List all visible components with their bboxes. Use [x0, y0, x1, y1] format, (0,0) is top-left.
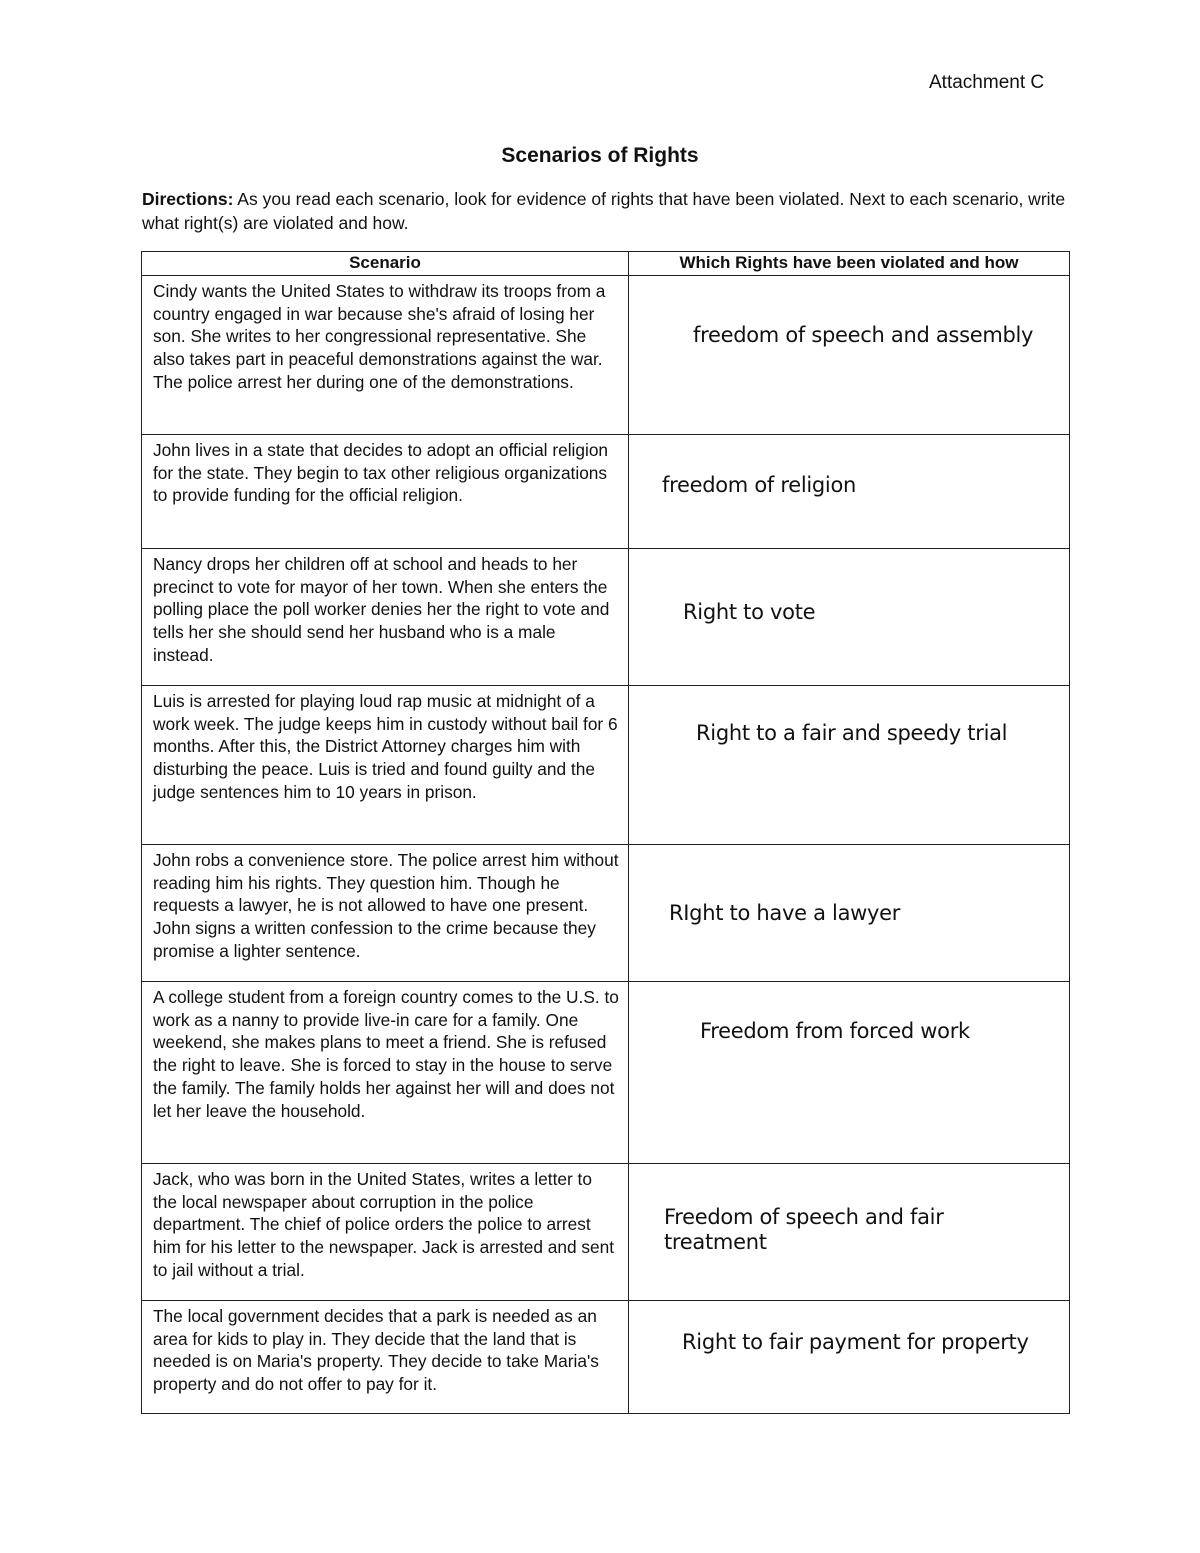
directions-label: Directions:: [142, 189, 234, 209]
answer-text: Right to a fair and speedy trial: [696, 721, 1008, 745]
directions-text: As you read each scenario, look for evidence of rights that have been violated. Next to each scenario, write what right(s) are violated and how.: [142, 189, 1066, 233]
table-row: [142, 549, 1070, 686]
rights-table: [141, 251, 1070, 1414]
scenario-text: Nancy drops her children off at school and heads to her precinct to vote for mayor of her town. When she enters the polling place the poll worker denies her the right to vote and tells her she should send her husband who is a male instead.: [153, 554, 610, 665]
table-row: [142, 686, 1070, 845]
answer-text: Freedom of speech and fair treatment: [664, 1205, 944, 1254]
table-row: [142, 1164, 1070, 1301]
scenario-text: John lives in a state that decides to adopt an official religion for the state. They begin to tax other religious organizations to provide funding for the official religion.: [153, 440, 609, 506]
attachment-label: Attachment C: [929, 72, 1045, 93]
scenario-cell: [142, 276, 629, 435]
answer-cell: [629, 686, 1070, 845]
answer-cell: [629, 276, 1070, 435]
scenario-cell: [142, 686, 629, 845]
answer-text: RIght to have a lawyer: [669, 901, 901, 925]
answer-text: Freedom from forced work: [700, 1019, 970, 1043]
table-row: [142, 982, 1070, 1164]
answer-text: freedom of speech and assembly: [693, 323, 1034, 347]
scenario-cell: [142, 1164, 629, 1301]
rights-column-header: Which Rights have been violated and how: [629, 252, 1070, 276]
scenario-text: Luis is arrested for playing loud rap music at midnight of a work week. The judge keeps him in custody without bail for 6 months. After this, the District Attorney charges him with disturbing the peace. Luis is tried and found guilty and the judge sentences him to 10 years in prison.: [153, 691, 618, 802]
answer-cell: [629, 982, 1070, 1164]
scenario-cell: [142, 845, 629, 982]
scenario-text: Jack, who was born in the United States, writes a letter to the local newspaper about corruption in the police department. The chief of police orders the police to arrest him for his letter to the newspaper. Jack is arrested and sent to jail without a trial.: [153, 1169, 615, 1280]
answer-cell: [629, 1301, 1070, 1414]
table-row: [142, 1301, 1070, 1414]
answer-text: Right to vote: [683, 600, 816, 624]
table-row: [142, 845, 1070, 982]
table-row: [142, 276, 1070, 435]
scenario-cell: [142, 549, 629, 686]
scenario-cell: [142, 982, 629, 1164]
table-header-row: [142, 252, 1070, 276]
scenario-text: A college student from a foreign country comes to the U.S. to work as a nanny to provide live-in care for a family. One weekend, she makes plans to meet a friend. She is refused the right to leave. She is forced to stay in the house to serve the family. The family holds her against her will and does not let her leave the household.: [153, 987, 619, 1121]
directions: [142, 187, 1072, 235]
scenario-cell: [142, 1301, 629, 1414]
answer-text: freedom of religion: [662, 473, 857, 497]
answer-cell: [629, 1164, 1070, 1301]
table-row: [142, 435, 1070, 549]
scenario-cell: [142, 435, 629, 549]
answer-cell: [629, 435, 1070, 549]
scenario-text: John robs a convenience store. The police arrest him without reading him his rights. They question him. Though he requests a lawyer, he is not allowed to have one present. John signs a written confession to the crime because they promise a lighter sentence.: [153, 850, 619, 961]
scenario-text: Cindy wants the United States to withdraw its troops from a country engaged in war because she's afraid of losing her son. She writes to her congressional representative. She also takes part in peaceful demonstrations against the war. The police arrest her during one of the demonstrations.: [153, 281, 606, 392]
scenario-text: The local government decides that a park is needed as an area for kids to play in. They decide that the land that is needed is on Maria's property. They decide to take Maria's property and do not offer to pay for it.: [153, 1306, 599, 1395]
page-title: Scenarios of Rights: [501, 144, 699, 167]
answer-text: Right to fair payment for property: [682, 1330, 1029, 1354]
answer-cell: [629, 549, 1070, 686]
answer-cell: [629, 845, 1070, 982]
scenario-column-header: Scenario: [142, 252, 629, 276]
